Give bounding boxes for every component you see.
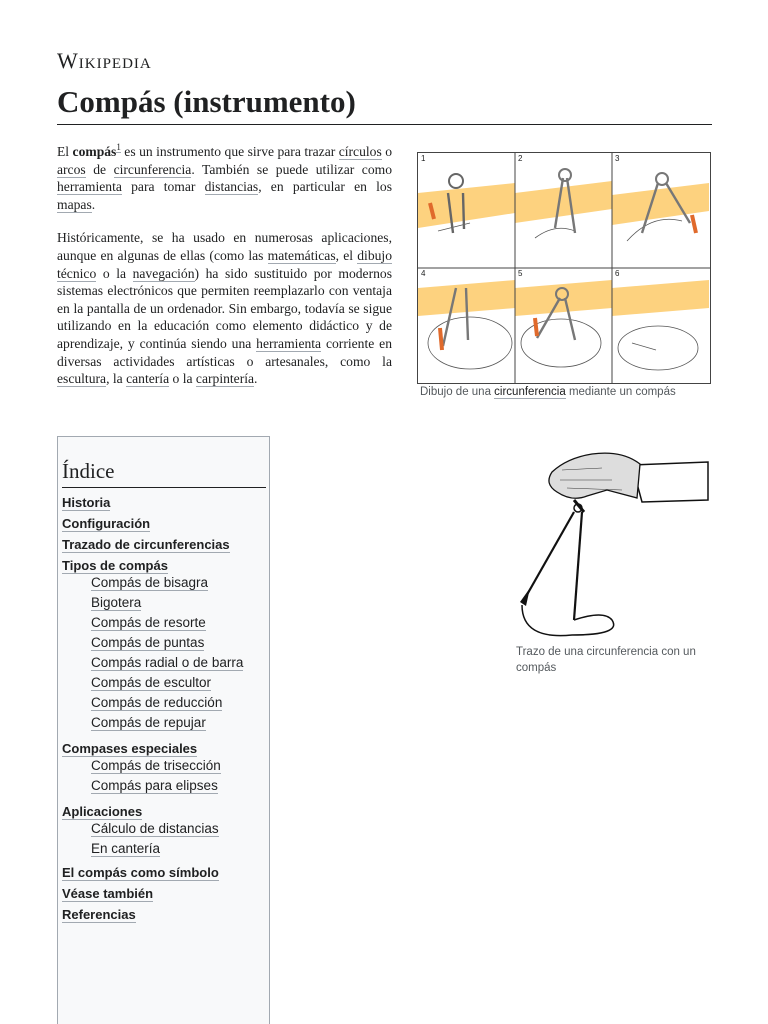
panel-number-2: 2 [518, 154, 523, 163]
link-escultura[interactable]: escultura [57, 371, 107, 387]
history-paragraph [57, 229, 392, 387]
text: . [91, 196, 96, 212]
text: es un instrumento que sirve para trazar [120, 144, 339, 159]
toc-item-configuracion[interactable]: Configuración [62, 516, 151, 531]
toc-item-referencias[interactable]: Referencias [62, 907, 136, 922]
link-mapas[interactable]: mapas [57, 196, 92, 212]
toc-item-trazado[interactable]: Trazado de circunferencias [62, 537, 230, 552]
text: mediante un compás [565, 386, 676, 398]
reference-link[interactable]: 1 [116, 142, 121, 153]
compass-steps-figure[interactable] [417, 152, 711, 384]
figure1-caption [420, 386, 720, 398]
text: o [381, 144, 393, 159]
link-circunferencia[interactable]: circunferencia [113, 161, 192, 177]
text: de [85, 161, 114, 177]
panel-number-5: 5 [518, 269, 523, 278]
toc-subitem[interactable]: Compás de puntas [91, 635, 205, 650]
link-carpinteria[interactable]: carpintería [195, 371, 255, 387]
toc-item-compases-especiales[interactable]: Compases especiales [62, 741, 198, 756]
text: , la [106, 371, 127, 387]
panel-6 [612, 280, 709, 370]
toc-subitem[interactable]: Compás de bisagra [91, 575, 209, 590]
text: o la [169, 371, 196, 387]
text: para tomar [121, 179, 205, 195]
link-navegacion[interactable]: navegación [132, 265, 195, 281]
link-canteria[interactable]: cantería [126, 371, 170, 387]
page-title: Compás (instrumento) [57, 84, 712, 125]
panel-1 [418, 174, 515, 233]
caption-link-circunferencia[interactable]: circunferencia [494, 386, 566, 398]
text: . [254, 371, 258, 387]
toc-subitem[interactable]: Bigotera [91, 595, 142, 610]
toc-item-historia[interactable]: Historia [62, 495, 111, 510]
link-matematicas[interactable]: matemáticas [267, 247, 336, 263]
panel-number-3: 3 [615, 154, 620, 163]
wikipedia-wordmark[interactable]: Wikipedia [57, 48, 152, 73]
text: Históricamente, se ha usado en numerosas aplicaciones, aunque en algunas de ellas (como las [57, 230, 392, 263]
link-arcos[interactable]: arcos [57, 161, 86, 177]
text: ) ha sido sustituido por modernos sistemas electrónicos que permiten reemplazarlo con ventaja en la pantalla de un ordenador. Sin embargo, todavía se sigue utilizando en la educación como elemento didáctico y de aprendizaje, y continúa siendo una [57, 265, 392, 351]
text: corriente en diversas actividades artísticas o artesanales, como la [57, 335, 392, 369]
panel-4 [418, 280, 515, 369]
toc-item-aplicaciones[interactable]: Aplicaciones [62, 804, 143, 819]
bold-term: compás [72, 144, 117, 159]
toc-item-vease[interactable]: Véase también [62, 886, 154, 901]
panel-number-6: 6 [615, 269, 620, 278]
panel-5 [515, 280, 612, 367]
hand-compass-figure[interactable] [512, 440, 710, 640]
text: , en particular en los [258, 179, 392, 195]
toc-item-simbolo[interactable]: El compás como símbolo [62, 865, 219, 880]
link-distancias[interactable]: distancias [204, 179, 259, 195]
text: , el [335, 247, 358, 263]
panel-number-4: 4 [421, 269, 426, 278]
text: Dibujo de una [420, 386, 495, 398]
toc-subitem[interactable]: Compás para elipses [91, 778, 218, 793]
toc-subitem[interactable]: Cálculo de distancias [91, 821, 219, 836]
toc-subitem[interactable]: Compás de escultor [91, 675, 212, 690]
toc-subitem[interactable]: Compás de reducción [91, 695, 223, 710]
toc-title: Índice [62, 459, 266, 488]
panel-2 [515, 169, 612, 238]
hand-compass-drawing [512, 440, 710, 640]
toc-item-tipos[interactable]: Tipos de compás [62, 558, 168, 573]
panel-number-1: 1 [421, 154, 426, 163]
toc-list [62, 495, 267, 928]
figure2-caption: Trazo de una circunferencia con un compás [516, 646, 696, 674]
toc-subitem[interactable]: Compás de repujar [91, 715, 206, 730]
panel-3 [612, 173, 709, 241]
link-circulos[interactable]: círculos [338, 144, 382, 159]
article-body [57, 143, 392, 404]
table-of-contents [57, 436, 270, 1024]
toc-subitem[interactable]: Compás de resorte [91, 615, 206, 630]
intro-paragraph [57, 143, 392, 213]
link-herramienta-2[interactable]: herramienta [256, 335, 322, 351]
text: o la [96, 265, 133, 281]
toc-subitem[interactable]: Compás de trisección [91, 758, 221, 773]
link-herramienta[interactable]: herramienta [57, 179, 122, 195]
toc-subitem[interactable]: Compás radial o de barra [91, 655, 244, 670]
link-dibujo-tecnico[interactable]: dibujo técnico [57, 247, 392, 281]
text: . También se puede utilizar como [191, 161, 392, 177]
text: El [57, 144, 73, 159]
compass-steps-drawing [418, 153, 710, 383]
toc-subitem[interactable]: En cantería [91, 841, 161, 856]
